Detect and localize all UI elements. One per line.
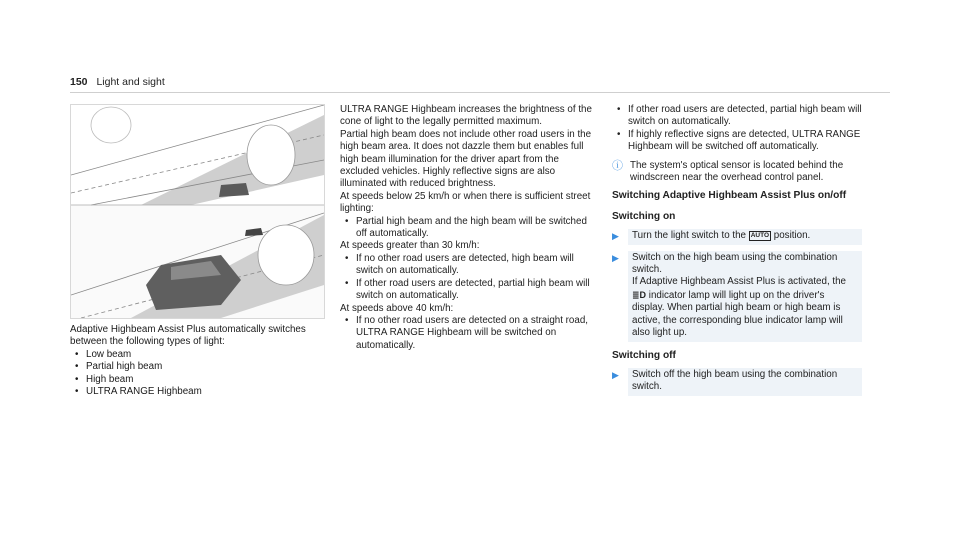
list-item: • If other road users are detected, partial high beam will switch on automatically. xyxy=(340,278,598,303)
step-arrow-icon: ▶ xyxy=(612,369,619,380)
note-text: The system's optical sensor is located behind the windscreen near the overhead control panel. xyxy=(630,159,844,184)
auto-light-switch-icon: AUTO xyxy=(750,232,770,240)
step-body: Switch off the high beam using the combination switch. xyxy=(628,368,862,396)
caption-block xyxy=(70,324,326,398)
step-1 xyxy=(612,229,862,244)
list-item: • If other road users are detected, partial high beam will switch on automatically. xyxy=(612,104,862,129)
list-item: • High beam xyxy=(70,374,326,386)
step-text: Turn the light switch to the xyxy=(632,230,746,242)
bullet-list xyxy=(340,253,598,303)
paragraph: At speeds below 25 km/h or when there is sufficient street lighting: xyxy=(340,190,591,215)
oncoming-car xyxy=(245,228,263,236)
step-body xyxy=(628,251,862,342)
step-2 xyxy=(612,251,862,342)
header-rule xyxy=(70,92,890,93)
list-item: • Partial high beam and the high beam will be switched off automatically. xyxy=(340,216,598,241)
car-top xyxy=(219,183,249,197)
bullet-list xyxy=(340,216,598,241)
highbeam-assist-icon: ≣D xyxy=(632,289,647,300)
paragraph: ULTRA RANGE Highbeam increases the brightness of the cone of light to the legally permitted maximum. xyxy=(340,104,592,128)
list-item: • Low beam xyxy=(70,349,326,361)
step-arrow-icon: ▶ xyxy=(612,231,619,242)
section-title: Light and sight xyxy=(96,76,165,88)
tree-bottom xyxy=(258,225,314,285)
subheading-switching-on: Switching on xyxy=(612,210,676,222)
step-body xyxy=(628,229,862,244)
section-heading: Switching Adaptive Highbeam Assist Plus on/off xyxy=(612,190,847,202)
bullet-list xyxy=(612,104,862,154)
list-item: • ULTRA RANGE Highbeam xyxy=(70,386,326,398)
step-text: indicator lamp will light up on the driver's display. When partial high beam or high beam is active, the corresponding blue indicator lamp will also light up. xyxy=(632,289,843,339)
step-3 xyxy=(612,368,862,396)
info-note xyxy=(612,160,862,185)
paragraph: At speeds above 40 km/h: xyxy=(340,302,454,314)
light-types-list xyxy=(70,349,326,399)
page-number: 150 xyxy=(70,76,88,88)
step-text: position. xyxy=(773,230,811,242)
paragraph: At speeds greater than 30 km/h: xyxy=(340,240,480,252)
list-item: • Partial high beam xyxy=(70,361,326,373)
step-text: If Adaptive Highbeam Assist Plus is activated, the xyxy=(632,276,847,288)
step-text: Switch on the high beam using the combination switch. xyxy=(632,251,838,276)
bullet-list xyxy=(340,315,598,352)
list-item: • If no other road users are detected, high beam will switch on automatically. xyxy=(340,253,598,278)
tree-top xyxy=(247,125,295,185)
highbeam-illustration xyxy=(70,104,325,319)
list-item: • If highly reflective signs are detected, ULTRA RANGE Highbeam will be switched off automatically. xyxy=(612,129,862,154)
step-arrow-icon: ▶ xyxy=(612,252,619,263)
column-right xyxy=(612,104,862,396)
illustration-svg xyxy=(71,105,324,318)
paragraph: Partial high beam does not include other road users in the high beam area. It does not dazzle them but enables full high beam illumination for the driver apart from the excluded vehicles. Highly reflective signs are also illuminated with reduced brightness. xyxy=(340,128,592,190)
caption-intro: Adaptive Highbeam Assist Plus automatically switches between the following types of light: xyxy=(70,324,306,348)
list-item: • If no other road users are detected on a straight road, ULTRA RANGE Highbeam will be switched on automatically. xyxy=(340,315,598,352)
column-middle xyxy=(340,104,598,352)
info-icon: ⓘ xyxy=(612,159,623,172)
page-header xyxy=(70,76,165,88)
subheading-switching-off: Switching off xyxy=(612,349,676,361)
